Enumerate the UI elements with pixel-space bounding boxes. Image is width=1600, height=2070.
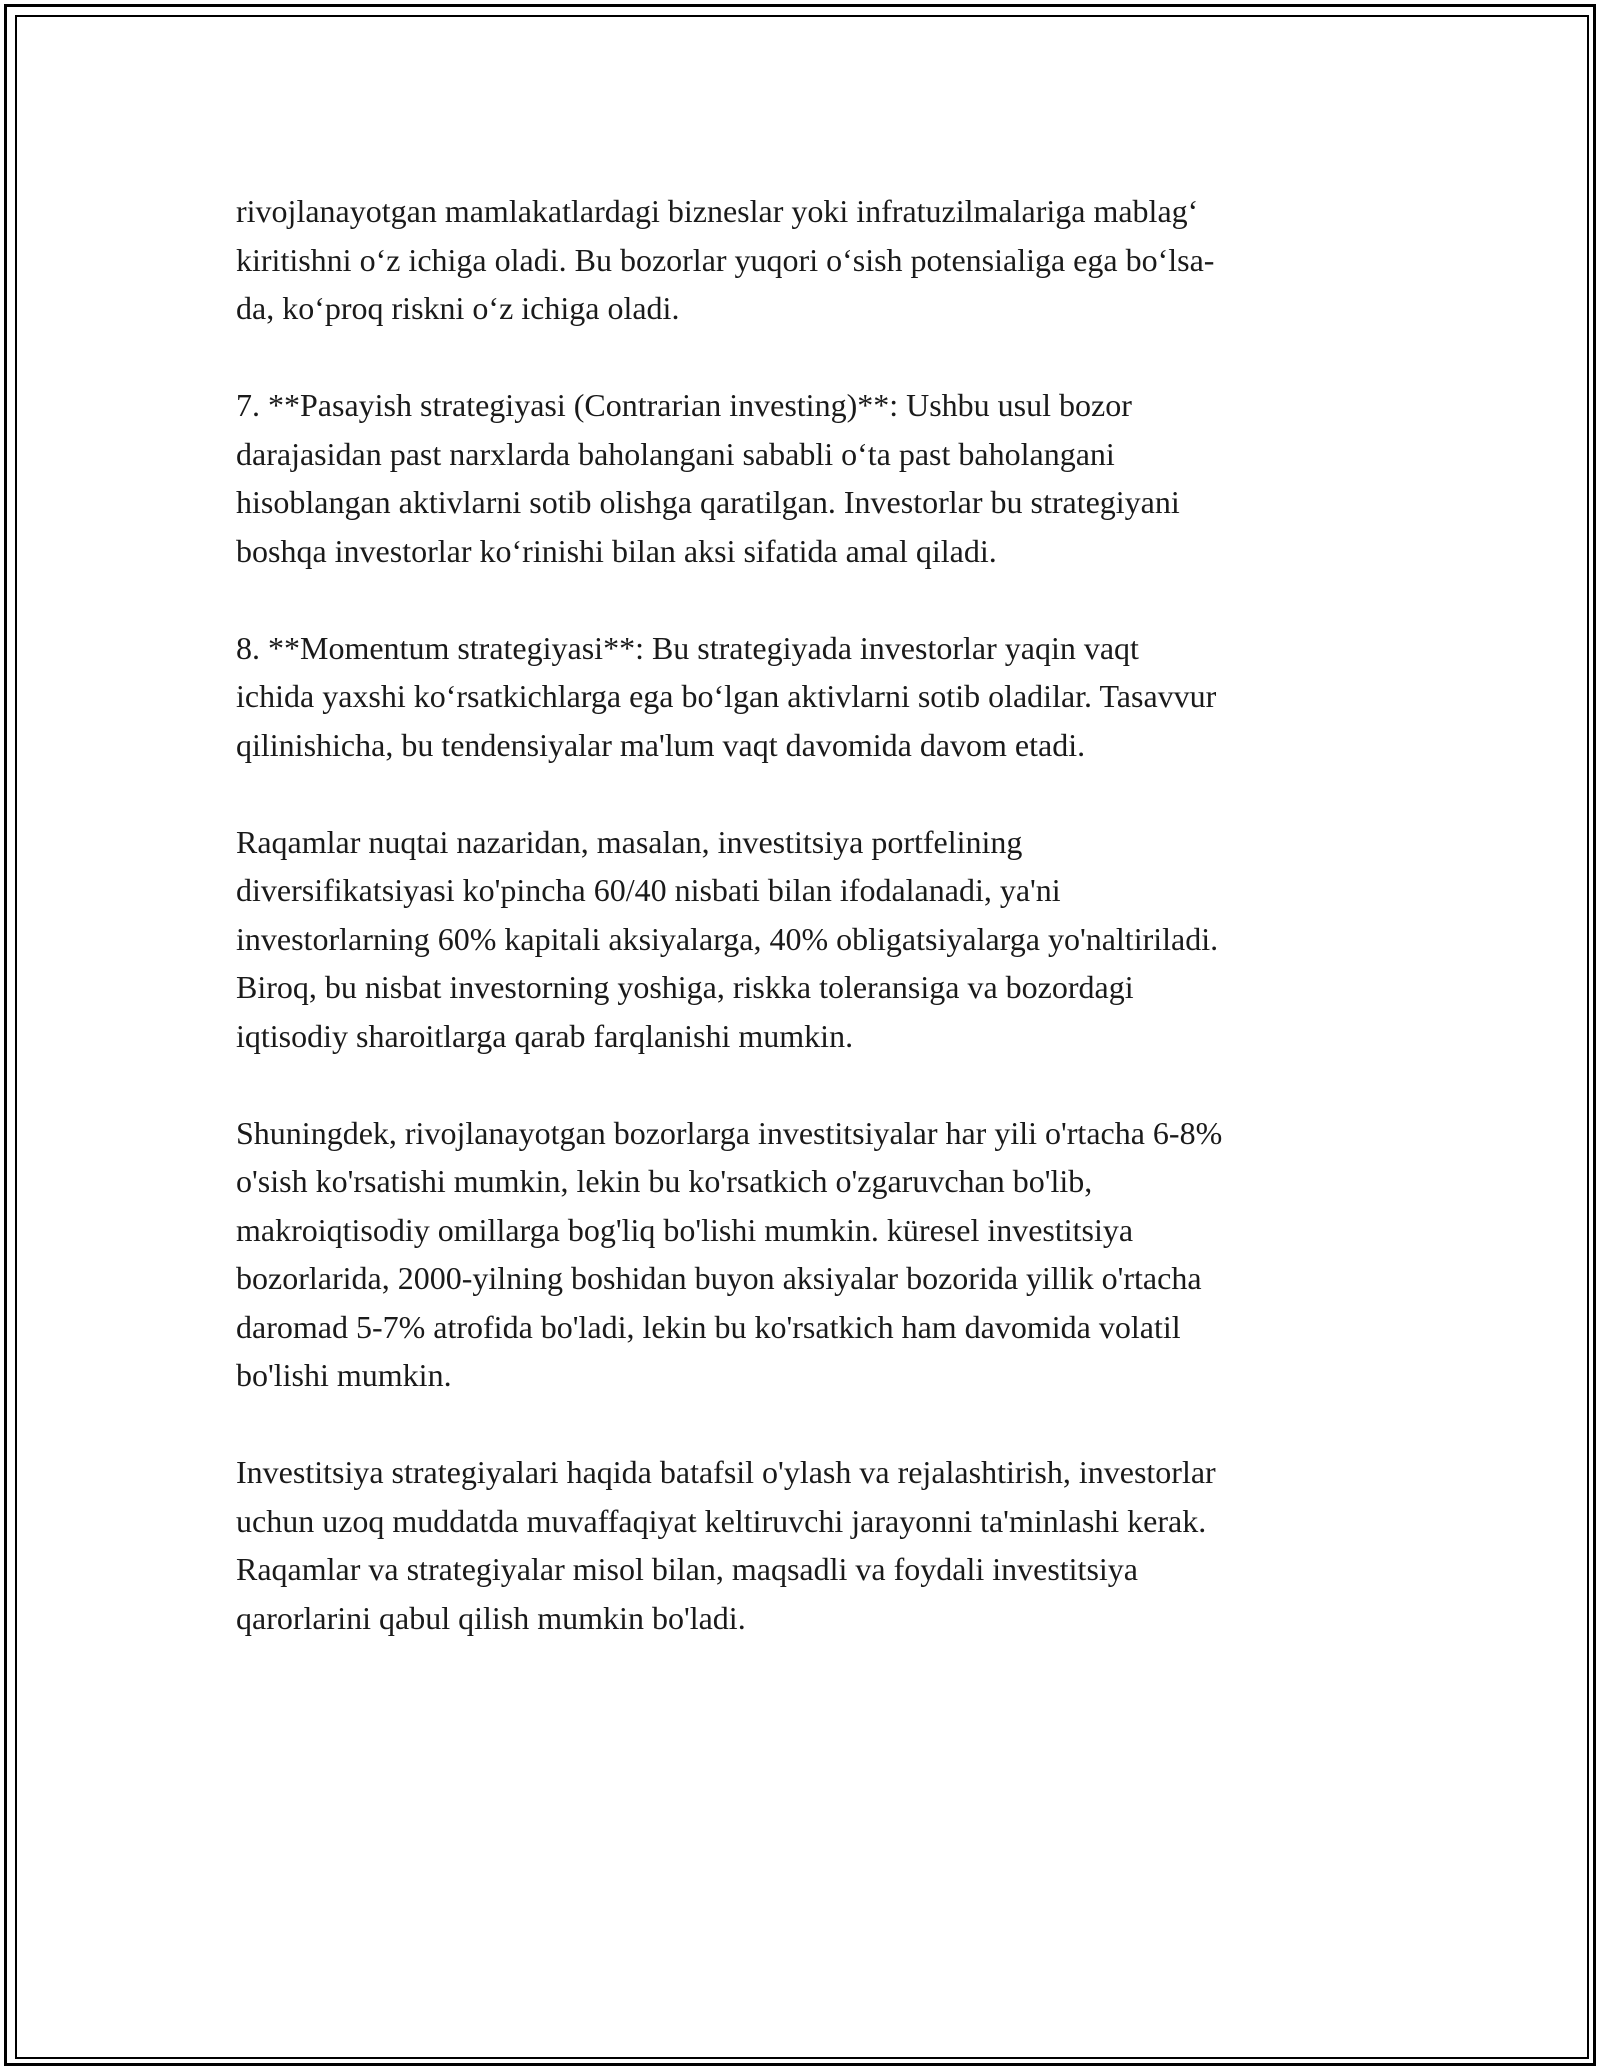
text-line: investorlarning 60% kapitali aksiyalarga, 40% obligatsiyalarga yo'naltiriladi. <box>236 920 1219 957</box>
text-line: Shuningdek, rivojlanayotgan bozorlarga investitsiyalar har yili o'rtacha 6-8% <box>236 1114 1223 1151</box>
text-line: diversifikatsiyasi ko'pincha 60/40 nisbati bilan ifodalanadi, ya'ni <box>236 872 1061 908</box>
paragraph-diversification <box>236 818 1386 1061</box>
text-line: Raqamlar nuqtai nazaridan, masalan, investitsiya portfelining <box>236 823 1023 860</box>
document-body <box>236 187 1386 1691</box>
text-line: 7. **Pasayish strategiyasi (Contrarian investing)**: Ushbu usul bozor <box>236 387 1132 423</box>
text-line: qilinishicha, bu tendensiyalar ma'lum vaqt davomida davom etadi. <box>236 726 1086 763</box>
paragraph-contrarian-strategy <box>236 381 1386 575</box>
paragraph-growth-returns <box>236 1109 1386 1400</box>
text-line: bo'lishi mumkin. <box>236 1357 452 1393</box>
text-line: rivojlanayotgan mamlakatlardagi bizneslar yoki infratuzilmalariga mablag‘ <box>236 193 1199 229</box>
text-line: da, ko‘proq riskni o‘z ichiga oladi. <box>236 290 680 326</box>
paragraph-conclusion <box>236 1448 1386 1642</box>
paragraph-momentum-strategy <box>236 624 1386 770</box>
text-line: bozorlarida, 2000-yilning boshidan buyon aksiyalar bozorida yillik o'rtacha <box>236 1260 1202 1296</box>
text-line: boshqa investorlar ko‘rinishi bilan aksi sifatida amal qiladi. <box>236 532 997 569</box>
text-line: Biroq, bu nisbat investorning yoshiga, riskka toleransiga va bozordagi <box>236 969 1134 1005</box>
text-line: hisoblangan aktivlarni sotib olishga qaratilgan. Investorlar bu strategiyani <box>236 484 1180 520</box>
text-line: darajasidan past narxlarda baholangani sababli o‘ta past baholangani <box>236 435 1115 472</box>
text-line: qarorlarini qabul qilish mumkin bo'ladi. <box>236 1599 746 1636</box>
text-line: Raqamlar va strategiyalar misol bilan, maqsadli va foydali investitsiya <box>236 1551 1138 1587</box>
text-line: 8. **Momentum strategiyasi**: Bu strategiyada investorlar yaqin vaqt <box>236 629 1139 666</box>
paragraph-emerging-markets <box>236 187 1386 333</box>
text-line: ichida yaxshi ko‘rsatkichlarga ega bo‘lgan aktivlarni sotib oladilar. Tasavvur <box>236 678 1217 714</box>
text-line: kiritishni o‘z ichiga oladi. Bu bozorlar yuqori o‘sish potensialiga ega bo‘lsa- <box>236 241 1215 278</box>
text-line: o'sish ko'rsatishi mumkin, lekin bu ko'rsatkich o'zgaruvchan bo'lib, <box>236 1163 1093 1199</box>
text-line: makroiqtisodiy omillarga bog'liq bo'lishi mumkin. küresel investitsiya <box>236 1211 1134 1248</box>
text-line: uchun uzoq muddatda muvaffaqiyat keltiruvchi jarayonni ta'minlashi kerak. <box>236 1502 1207 1539</box>
text-line: Investitsiya strategiyalari haqida batafsil o'ylash va rejalashtirish, investorlar <box>236 1454 1216 1490</box>
text-line: daromad 5-7% atrofida bo'ladi, lekin bu ko'rsatkich ham davomida volatil <box>236 1308 1181 1345</box>
text-line: iqtisodiy sharoitlarga qarab farqlanishi mumkin. <box>236 1017 854 1054</box>
